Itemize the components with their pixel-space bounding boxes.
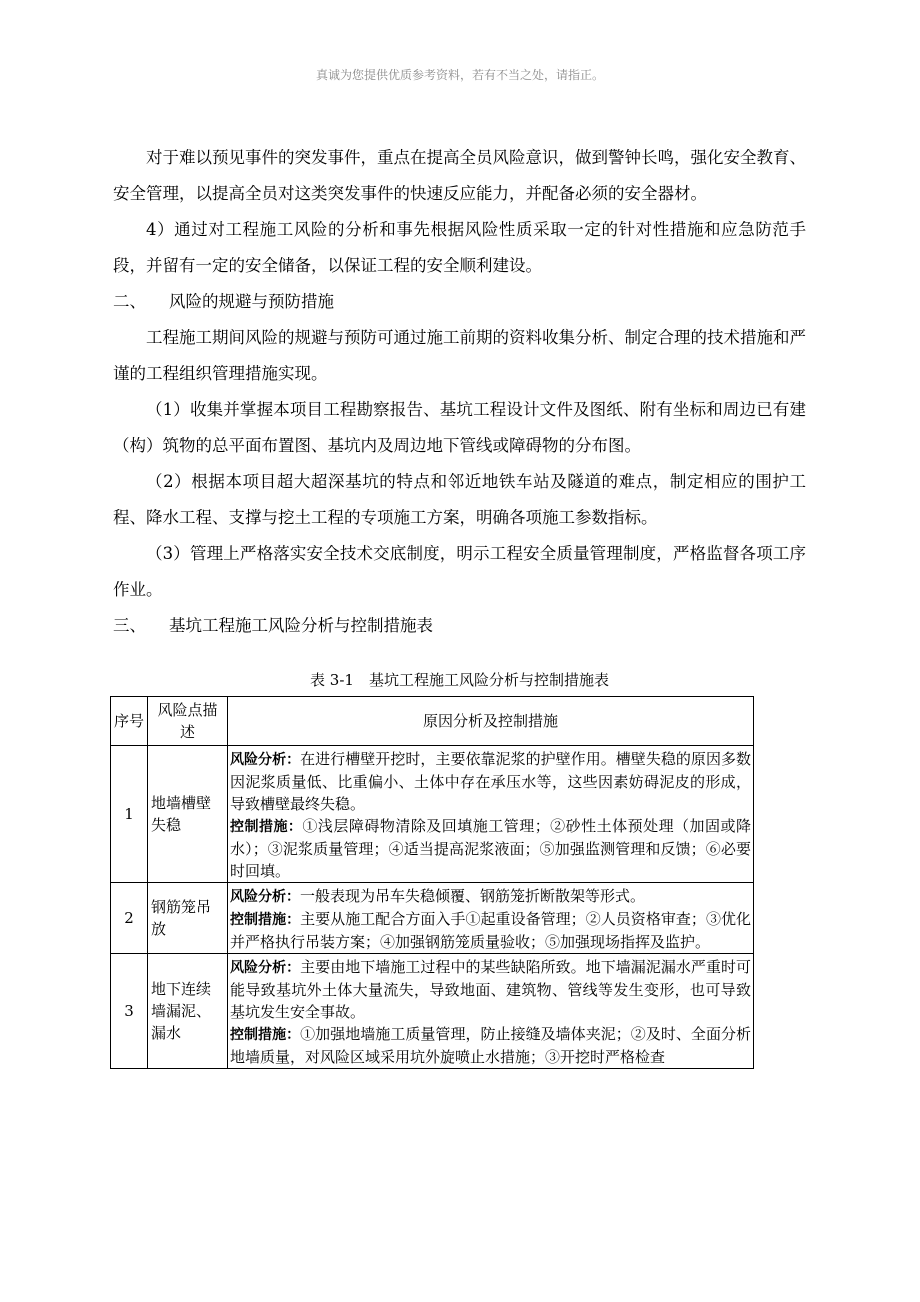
header-no: 序号: [111, 697, 148, 746]
section-number: 三、: [113, 616, 146, 635]
paragraph: 4）通过对工程施工风险的分析和事先根据风险性质采取一定的针对性措施和应急防范手段，并留有一定的安全储备，以保证工程的安全顺利建设。: [113, 220, 806, 275]
risk-analysis: [230, 885, 751, 908]
row-content: [228, 746, 754, 883]
risk-text: 在进行槽壁开挖时，主要依靠泥浆的护壁作用。槽壁失稳的原因多数因泥浆质量低、比重偏小、土体中存在承压水等，这些因素妨碍泥皮的形成，导致槽壁最终失稳。: [230, 750, 751, 813]
page-header-note: 真诚为您提供优质参考资料，若有不当之处，请指正。: [315, 68, 604, 82]
paragraph: 对于难以预见事件的突发事件，重点在提高全员风险意识，做到警钟长鸣，强化安全教育、安全管理，以提高全员对这类突发事件的快速反应能力，并配备必须的安全器材。: [113, 148, 806, 203]
list-item: （1）收集并掌握本项目工程勘察报告、基坑工程设计文件及图纸、附有坐标和周边已有建（构）筑物的总平面布置图、基坑内及周边地下管线或障碍物的分布图。: [113, 400, 806, 455]
control-label: 控制措施：: [230, 1027, 301, 1043]
risk-analysis: [230, 748, 751, 815]
header-desc: 风险点描述: [148, 697, 228, 746]
section-heading: [113, 608, 806, 644]
section-number: 二、: [113, 292, 146, 311]
risk-label: 风险分析：: [230, 960, 301, 976]
row-no: 3: [111, 954, 148, 1069]
row-no: 1: [111, 746, 148, 883]
paragraph: 工程施工期间风险的规避与预防可通过施工前期的资料收集分析、制定合理的技术措施和严谨的工程组织管理措施实现。: [113, 328, 806, 383]
risk-label: 风险分析：: [230, 889, 300, 905]
document-body: [113, 140, 806, 1069]
row-content: [228, 954, 754, 1069]
table-row: [111, 746, 754, 883]
list-item: （3）管理上严格落实安全技术交底制度，明示工程安全质量管理制度，严格监督各项工序作业。: [113, 544, 806, 599]
row-desc: 地墙槽壁失稳: [148, 746, 228, 883]
section-heading: [113, 284, 806, 320]
risk-text: 主要由地下墙施工过程中的某些缺陷所致。地下墙漏泥漏水严重时可能导致基坑外土体大量流失，导致地面、建筑物、管线等发生变形，也可导致基坑发生安全事故。: [230, 958, 751, 1021]
list-item: （2）根据本项目超大超深基坑的特点和邻近地铁车站及隧道的难点，制定相应的围护工程、降水工程、支撑与挖土工程的专项施工方案，明确各项施工参数指标。: [113, 472, 806, 527]
risk-table: [110, 696, 754, 1069]
row-desc: 地下连续墙漏泥、漏水: [148, 954, 228, 1069]
control-label: 控制措施：: [230, 912, 301, 928]
risk-analysis: [230, 956, 751, 1023]
control-label: 控制措施：: [230, 819, 303, 835]
table-header-row: [111, 697, 754, 746]
table-row: [111, 883, 754, 954]
section-title: 风险的规避与预防措施: [169, 292, 334, 311]
risk-label: 风险分析：: [230, 752, 301, 768]
table-row: [111, 954, 754, 1069]
row-desc: 钢筋笼吊放: [148, 883, 228, 954]
table-caption: 表 3-1 基坑工程施工风险分析与控制措施表: [310, 671, 609, 689]
control-text: ①浅层障碍物清除及回填施工管理；②砂性土体预处理（加固或降水）；③泥浆质量管理；④适当提高泥浆液面；⑤加强监测管理和反馈；⑥必要时回填。: [230, 817, 751, 880]
section-title: 基坑工程施工风险分析与控制措施表: [169, 616, 433, 635]
control-measures: [230, 1023, 751, 1068]
row-content: [228, 883, 754, 954]
risk-text: 一般表现为吊车失稳倾覆、钢筋笼折断散架等形式。: [300, 887, 646, 905]
control-measures: [230, 815, 751, 882]
control-text: 主要从施工配合方面入手①起重设备管理；②人员资格审查；③优化并严格执行吊装方案；④加强钢筋笼质量验收；⑤加强现场指挥及监护。: [230, 910, 751, 951]
control-measures: [230, 908, 751, 953]
control-text: ①加强地墙施工质量管理，防止接缝及墙体夹泥；②及时、全面分析地墙质量，对风险区域采用坑外旋喷止水措施；③开挖时严格检查: [230, 1025, 751, 1066]
header-main: 原因分析及控制措施: [228, 697, 754, 746]
row-no: 2: [111, 883, 148, 954]
